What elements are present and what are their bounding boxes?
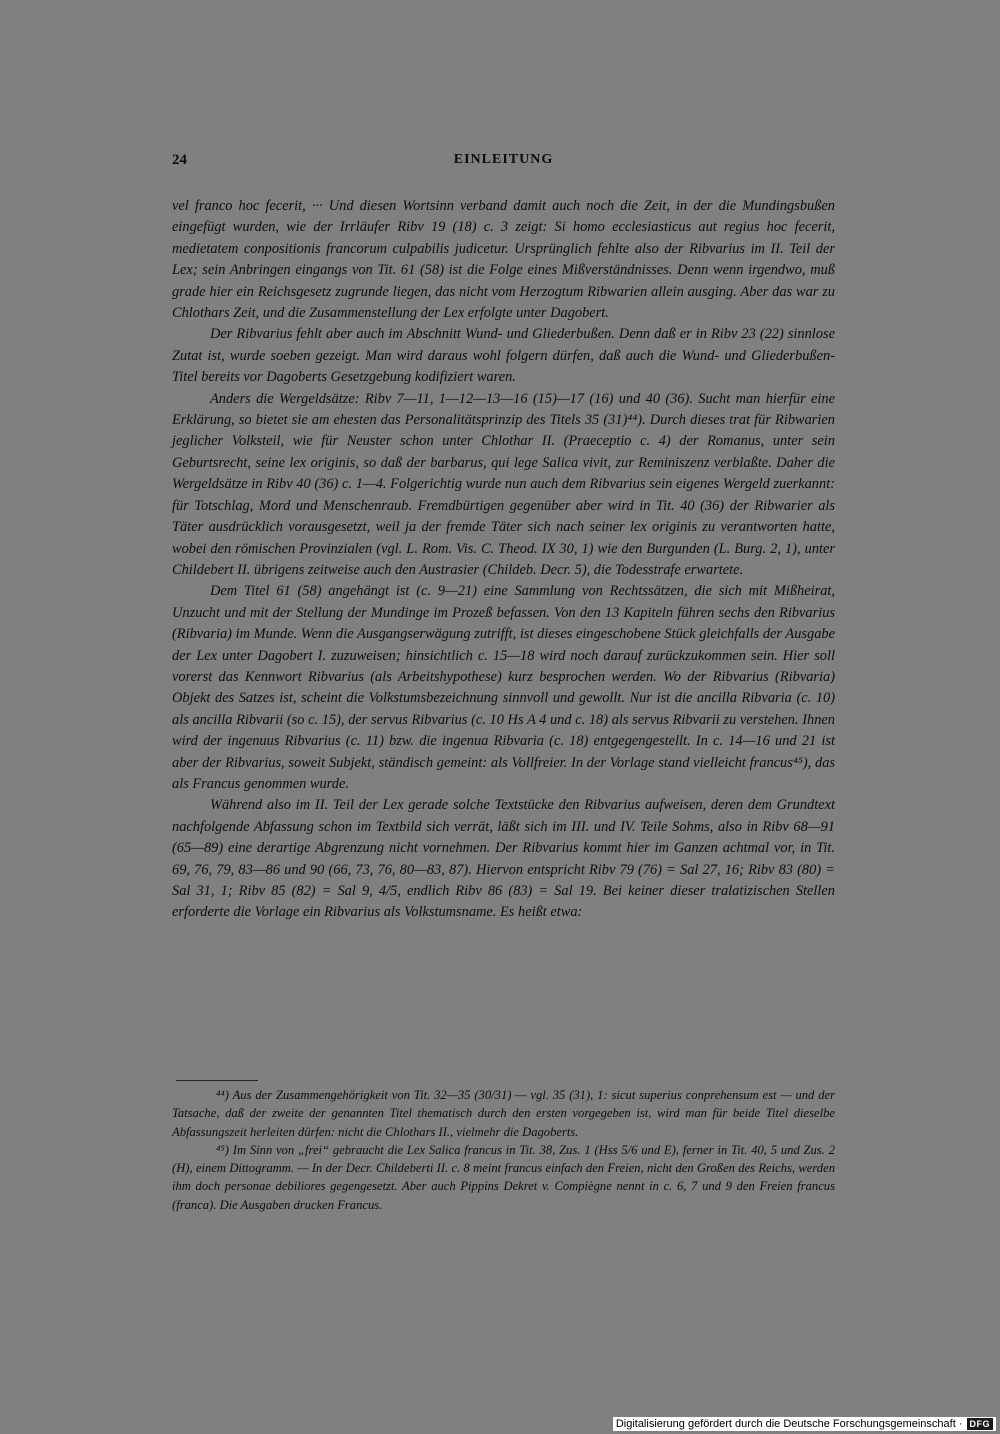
running-title: EINLEITUNG	[453, 152, 554, 167]
footnote: ⁴⁴) Aus der Zusammengehörigkeit von Tit. 32—35 (30/31) — vgl. 35 (31), 1: sicut superius conprehensum est — und der Tatsache, daß der zweite der genannten Titel thematisch durch den ersten vorgegeben ist, wird man für beide Titel dieselbe Abfassungszeit herleiten dürfen: nicht die Chlothars II., vielmehr die Dagoberts.	[172, 1088, 835, 1139]
paragraph: Dem Titel 61 (58) angehängt ist (c. 9—21) eine Sammlung von Rechtssätzen, die sich mit Mißheirat, Unzucht und mit der Stellung der Mundinge im Prozeß befassen. Von den 13 Kapiteln führen sechs den Ribvarius (Ribvaria) im Munde. Wenn die Ausgangserwägung zutrifft, ist dieses eingeschobene Stück gleichfalls der Ausgabe der Lex unter Dagobert I. zuzuweisen; hinsichtlich c. 15—18 wird noch darauf zurückzukommen sein. Hier soll vorerst das Kennwort Ribvarius (als Arbeitshypothese) kurz besprochen werden. Wo der Ribvarius (Ribvaria) Objekt des Satzes ist, scheint die Volkstumsbezeichnung sinnvoll und gewollt. Nur ist die ancilla Ribvaria (c. 10) als ancilla Ribvarii (so c. 15), der servus Ribvarius (c. 10 Hs A 4 und c. 18) als servus Ribvarii zu verstehen. Ihnen wird der ingenuus Ribvarius (c. 11) bzw. die ingenua Ribvaria (c. 18) entgegengestellt. In c. 14—16 und 21 ist aber der Ribvarius, soweit Subjekt, ständisch gemeint: als Vollfreier. In der Vorlage stand vielleicht francus⁴⁵), das als Francus genommen wurde.	[172, 583, 835, 792]
paragraph: vel franco hoc fecerit, ··· Und diesen Wortsinn verband damit auch noch die Zeit, in der die Mundingsbußen eingefügt wurden, wie der Irrläufer Ribv 19 (18) c. 3 zeigt: Si homo ecclesiasticus aut regius hoc fecerit, medietatem conpositionis francorum culpabilis judicetur. Ursprünglich fehlte also der Ribvarius im II. Teil der Lex; sein Anbringen eingangs von Tit. 61 (58) ist die Folge eines Mißverständnisses. Denn wenn irgendwo, muß grade hier ein Reichsgesetz zugrunde liegen, das nicht vom Herzogtum Ribwarien allein ausging. Aber das war zu Chlothars Zeit, und die Zusammenstellung der Lex erfolgte unter Dagobert.	[172, 198, 835, 322]
paragraph: Anders die Wergeldsätze: Ribv 7—11, 1—12—13—16 (15)—17 (16) und 40 (36). Sucht man hierfür eine Erklärung, so bietet sie am ehesten das Personalitätsprinzip des Titels 35 (31)⁴⁴). Durch dieses trat für Ribwarien jeglicher Volksteil, wie für Neuster schon unter Chlothar II. (Praeceptio c. 4) der Romanus, unter sein Geburtsrecht, seine lex originis, so daß der barbarus, qui lege Salica vivit, zur Reminiszenz verblaßte. Daher die Wergeldsätze in Ribv 40 (36) c. 1—4. Folgerichtig wurde nun auch dem Ribvarius sein eigenes Wergeld zuerkannt: für Totschlag, Mord und Menschenraub. Fremdbürtigen gegenüber aber wird in Tit. 40 (36) der Ribwarier als Täter ausdrücklich vorausgesetzt, weil ja der fremde Täter sich nach seiner lex originis zu verantworten hatte, wobei den römischen Provinzialen (vgl. L. Rom. Vis. C. Theod. IX 30, 1) wie den Burgunden (L. Burg. 2, 1), unter Childebert II. übrigens zeitweise auch den Austrasier (Childeb. Decr. 5), die Todesstrafe erwartete.	[172, 390, 835, 578]
paragraph: Während also im II. Teil der Lex gerade solche Textstücke den Ribvarius aufweisen, deren dem Grundtext nachfolgende Abfassung schon im Textbild sich verrät, läßt sich im III. und IV. Teile Sohms, also in Ribv 68—91 (65—89) eine derartige Abgrenzung nicht vornehmen. Der Ribvarius kommt hier im Ganzen achtmal vor, in Tit. 69, 76, 79, 83—86 und 90 (66, 73, 76, 80—83, 87). Hiervon entspricht Ribv 79 (76) = Sal 27, 16; Ribv 83 (80) = Sal 31, 1; Ribv 85 (82) = Sal 9, 4/5, endlich Ribv 86 (83) = Sal 19. Bei keiner dieser tralatizischen Stellen erforderte die Vorlage ein Ribvarius als Volkstumsname. Es heißt etwa:	[172, 797, 835, 921]
page-header	[172, 152, 835, 176]
main-text	[172, 196, 835, 924]
page-number: 24	[172, 152, 187, 168]
footnote: ⁴⁵) Im Sinn von „frei“ gebraucht die Lex Salica francus in Tit. 38, Zus. 1 (Hss 5/6 und E), ferner in Tit. 40, 5 und Zus. 2 (H), einem Dittogramm. — In der Decr. Childeberti II. c. 8 meint francus einfach den Freien, nicht den Großen des Reichs, werden ihm doch personae debiliores gegengesetzt. Aber auch Pippins Dekret v. Compiègne nennt in c. 6, 7 und 9 den Freien francus (franca). Die Ausgaben drucken Francus.	[172, 1142, 835, 1212]
funding-credit: Digitalisierung gefördert durch die Deutsche Forschungsgemeinschaft ·	[615, 1418, 963, 1430]
dfg-logo: DFG	[967, 1418, 994, 1430]
funding-footer	[613, 1417, 996, 1431]
footnotes	[172, 1086, 835, 1214]
paragraph: Der Ribvarius fehlt aber auch im Abschnitt Wund- und Gliederbußen. Denn daß er in Ribv 23 (22) sinnlose Zutat ist, wurde soeben gezeigt. Man wird daraus wohl folgern dürfen, daß auch die Wund- und Gliederbußen-Titel bereits vor Dagoberts Gesetzgebung kodifiziert waren.	[172, 326, 835, 386]
footnote-divider	[176, 1080, 258, 1081]
